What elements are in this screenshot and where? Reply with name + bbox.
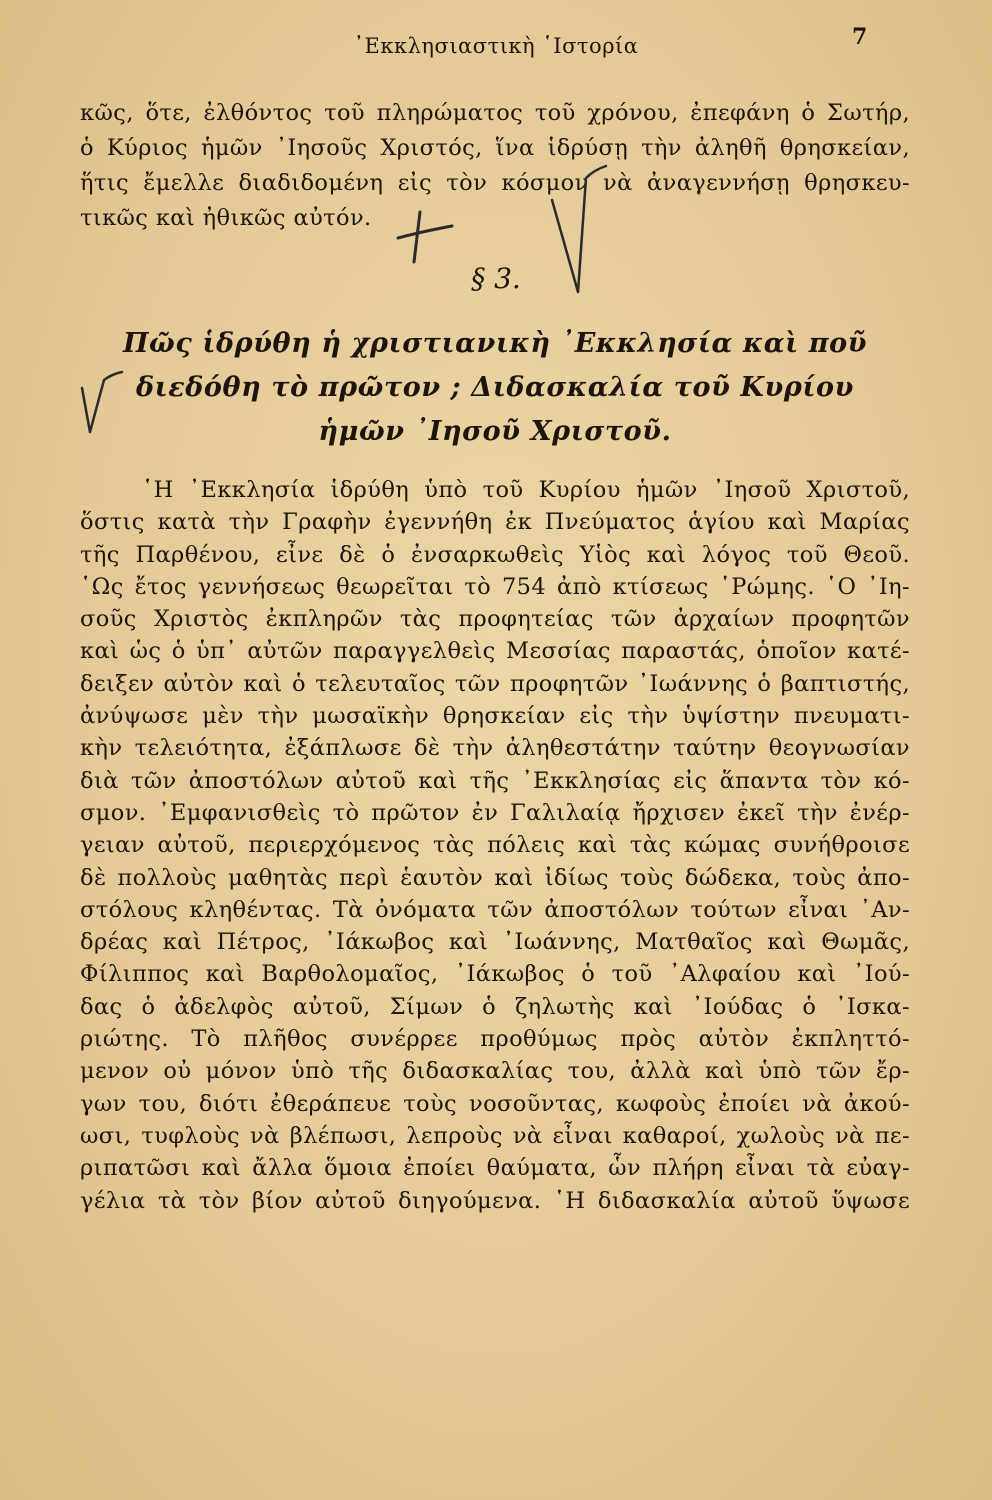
pencil-cross-horizontal	[398, 226, 452, 238]
body-line: δας ὁ ἀδελφὸς αὐτοῦ, Σίμων ὁ ζηλωτὴς καὶ ᾿Ιούδας ὁ ᾿Ισκα-	[80, 993, 910, 1020]
body-line: γων του, διότι ἐθεράπευε τοὺς νοσοῦντας, κωφοὺς ἐποίει νὰ ἀκού-	[80, 1090, 910, 1117]
body-line: δρέας καὶ Πέτρος, ᾿Ιάκωβος καὶ ᾿Ιωάννης, Ματθαῖος καὶ Θωμᾶς,	[80, 929, 910, 956]
body-line: ῾Ως ἔτος γεννήσεως θεωρεῖται τὸ 754 ἀπὸ κτίσεως ῾Ρώμης. ῾Ο ᾿Ιη-	[80, 573, 910, 600]
page-number: 7	[852, 24, 868, 50]
heading-line: Πῶς ἱδρύθη ἡ χριστιανικὴ ᾿Εκκλησία καὶ ποῦ	[122, 328, 868, 359]
body-line: ἀνύψωσε μὲν τὴν μωσαϊκὴν θρησκείαν εἰς τὴν ὑψίστην πνευματι-	[80, 703, 910, 730]
heading-line: διεδόθη τὸ πρῶτον ; Διδασκαλία τοῦ Κυρίου	[136, 372, 854, 403]
intro-line: κῶς, ὅτε, ἐλθόντος τοῦ πληρώματος τοῦ χρόνου, ἐπεφάνη ὁ Σωτήρ,	[80, 100, 910, 126]
body-line: Φίλιππος καὶ Βαρθολομαῖος, ᾿Ιάκωβος ὁ τοῦ ᾿Αλφαίου καὶ ᾿Ιού-	[80, 961, 910, 988]
pencil-cross-vertical	[414, 212, 420, 262]
pencil-check-mark	[552, 166, 606, 292]
intro-line: ἥτις ἔμελλε διαδιδομένη εἰς τὸν κόσμον νὰ ἀναγεννήσῃ θρησκευ-	[80, 170, 910, 196]
body-line: ριώτης. Τὸ πλῆθος συνέρρεε προθύμως πρὸς αὐτὸν ἐκπληττό-	[80, 1026, 910, 1053]
body-line: ὅστις κατὰ τὴν Γραφὴν ἐγεννήθη ἐκ Πνεύματος ἁγίου καὶ Μαρίας	[80, 509, 910, 536]
pencil-check-mark-left	[82, 372, 122, 432]
body-line: σμον. ᾿Εμφανισθεὶς τὸ πρῶτον ἐν Γαλιλαίᾳ ἤρχισεν ἐκεῖ τὴν ἐνέρ-	[80, 799, 910, 826]
body-line: καὶ ὡς ὁ ὑπ᾿ αὐτῶν παραγγελθεὶς Μεσσίας παραστάς, ὁποῖον κατέ-	[80, 638, 910, 665]
intro-line: ὁ Κύριος ἡμῶν ᾿Ιησοῦς Χριστός, ἵνα ἱδρύσῃ τὴν ἀληθῆ θρησκείαν,	[80, 135, 910, 161]
section-mark: § 3.	[471, 262, 521, 295]
body-line: ωσι, τυφλοὺς νὰ βλέπωσι, λεπροὺς νὰ εἶναι καθαροί, χωλοὺς νὰ πε-	[80, 1122, 910, 1149]
body-line: διὰ τῶν ἀποστόλων αὐτοῦ καὶ τῆς ᾿Εκκλησίας εἰς ἅπαντα τὸν κό-	[80, 767, 910, 794]
intro-line: τικῶς καὶ ἠθικῶς αὐτόν.	[80, 205, 372, 231]
heading-line: ἡμῶν ᾿Ιησοῦ Χριστοῦ.	[318, 416, 672, 447]
body-line: τῆς Παρθένου, εἶνε δὲ ὁ ἐνσαρκωθεὶς Υἱὸς καὶ λόγος τοῦ Θεοῦ.	[80, 541, 910, 568]
body-line: δειξεν αὐτὸν καὶ ὁ τελευταῖος τῶν προφητῶν ᾿Ιωάννης ὁ βαπτιστής,	[80, 670, 910, 697]
running-title: ᾿Εκκλησιαστικὴ ῾Ιστορία	[353, 34, 639, 58]
body-line: ῾Η ᾿Εκκλησία ἱδρύθη ὑπὸ τοῦ Κυρίου ἡμῶν ᾿Ιησοῦ Χριστοῦ,	[142, 477, 910, 503]
body-line: ριπατῶσι καὶ ἄλλα ὅμοια ἐποίει θαύματα, ὧν πλήρη εἶναι τὰ εὐαγ-	[80, 1155, 910, 1182]
body-line: δὲ πολλοὺς μαθητὰς περὶ ἑαυτὸν καὶ ἰδίως τοὺς δώδεκα, τοὺς ἀπο-	[80, 864, 910, 891]
body-line: στόλους κληθέντας. Τὰ ὀνόματα τῶν ἀποστόλων τούτων εἶναι ᾿Αν-	[80, 896, 910, 923]
body-line: σοῦς Χριστὸς ἐκπληρῶν τὰς προφητείας τῶν ἀρχαίων προφητῶν	[80, 606, 910, 633]
body-line: κὴν τελειότητα, ἐξάπλωσε δὲ τὴν ἀληθεστάτην ταύτην θεογνωσίαν	[80, 735, 910, 762]
body-line: μενον οὐ μόνον ὑπὸ τῆς διδασκαλίας του, ἀλλὰ καὶ ὑπὸ τῶν ἔρ-	[80, 1058, 910, 1085]
body-line: γειαν αὐτοῦ, περιερχόμενος τὰς πόλεις καὶ τὰς κώμας συνήθροισε	[80, 832, 910, 859]
body-line: γέλια τὰ τὸν βίον αὐτοῦ διηγούμενα. ῾Η διδασκαλία αὐτοῦ ὕψωσε	[80, 1187, 910, 1214]
